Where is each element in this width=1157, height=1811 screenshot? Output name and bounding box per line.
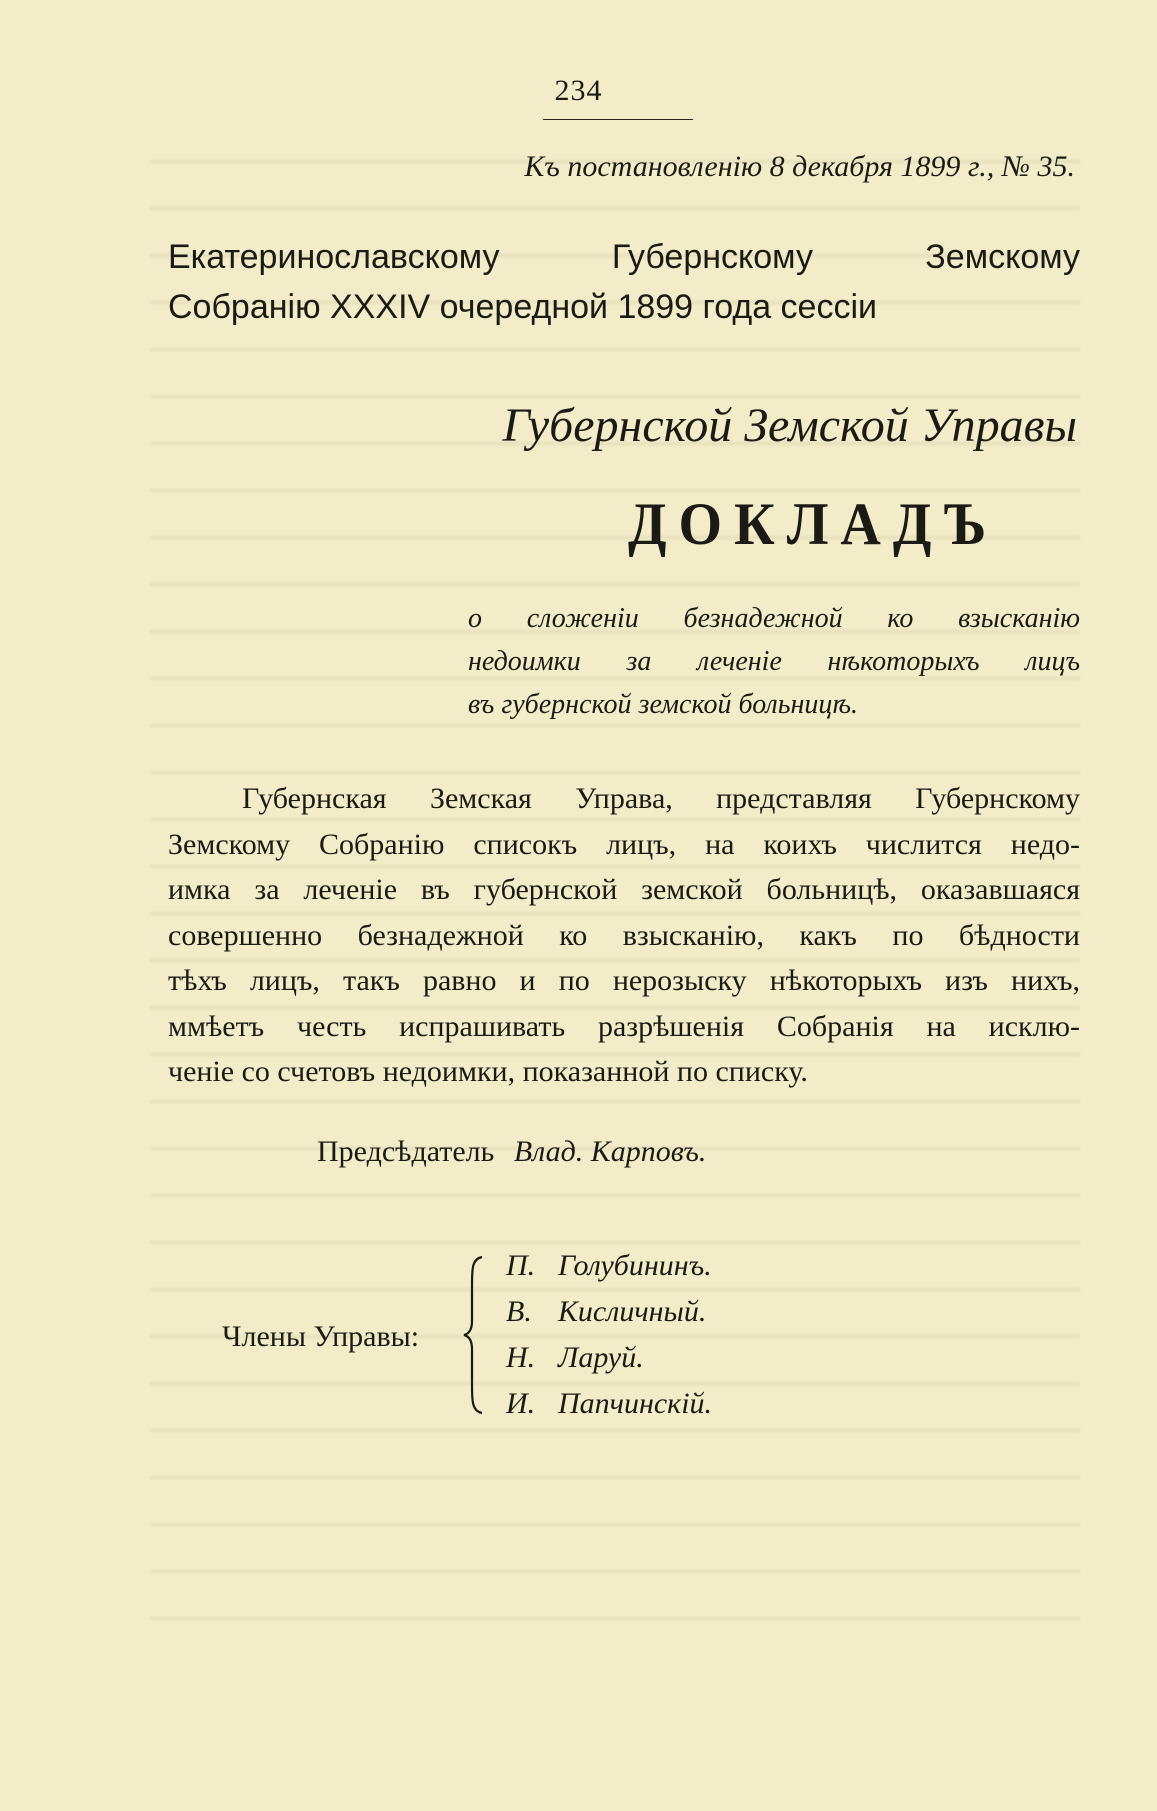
body-line: имка за леченіе въ губернской земской больницѣ, оказавшаяся [168,873,1080,906]
subject-line: недоимки за леченіе нѣкоторыхъ лицъ [468,646,1080,677]
members-list [506,1243,712,1427]
member-initial: В. [506,1295,532,1328]
members-label: Члены Управы: [222,1320,420,1353]
chairman-name: Влад. Карповъ. [513,1135,707,1168]
subject-line: о сложеніи безнадежной ко взысканію [468,603,1080,634]
authority-heading: Губернской Земской Управы [502,399,1077,452]
body-line: Губернская Земская Управа, представляя Губернскому [242,782,1080,815]
member-entry [506,1243,712,1289]
body-line: ченіе со счетовъ недоимки, показанной по списку. [168,1055,808,1088]
member-surname: Папчинскій. [558,1387,713,1420]
addressee [168,232,1080,332]
member-initial: П. [506,1249,536,1282]
member-surname: Ларуй. [558,1341,644,1374]
body-line: ммѣетъ честь испрашивать разрѣшенія Собранія на исклю- [168,1009,1080,1043]
chairman-label: Предсѣдатель [317,1135,495,1168]
member-entry [506,1289,712,1335]
chairman-signature [317,1135,706,1169]
member-initial: И. [506,1387,536,1420]
member-entry [506,1381,712,1427]
page-number: 234 [554,74,603,107]
member-surname: Кисличный. [558,1295,707,1328]
member-initial: Н. [506,1341,536,1374]
member-entry [506,1335,712,1381]
curly-brace-icon [462,1255,486,1415]
attachment-note: Къ постановленію 8 декабря 1899 г., № 35. [524,150,1075,183]
addressee-line-2: Собранію XXXIV очередной 1899 года сессіи [168,288,878,326]
document-title: ДОКЛАДЪ [628,491,999,559]
body-line: Земскому Собранію списокъ лицъ, на коихъ числится недо- [168,827,1080,861]
subject-line: въ губернской земской больницѣ. [468,689,859,720]
body-paragraph [168,776,1080,1095]
page-number-rule [543,119,693,120]
subject-block [468,597,1080,726]
member-surname: Голубининъ. [558,1249,712,1282]
body-line: совершенно безнадежной ко взысканію, какъ по бѣдности [168,918,1080,952]
body-line: тѣхъ лицъ, такъ равно и по нерозыску нѣкоторыхъ изъ нихъ, [168,964,1080,997]
addressee-line-1: Екатеринославскому Губернскому Земскому [168,238,1080,276]
